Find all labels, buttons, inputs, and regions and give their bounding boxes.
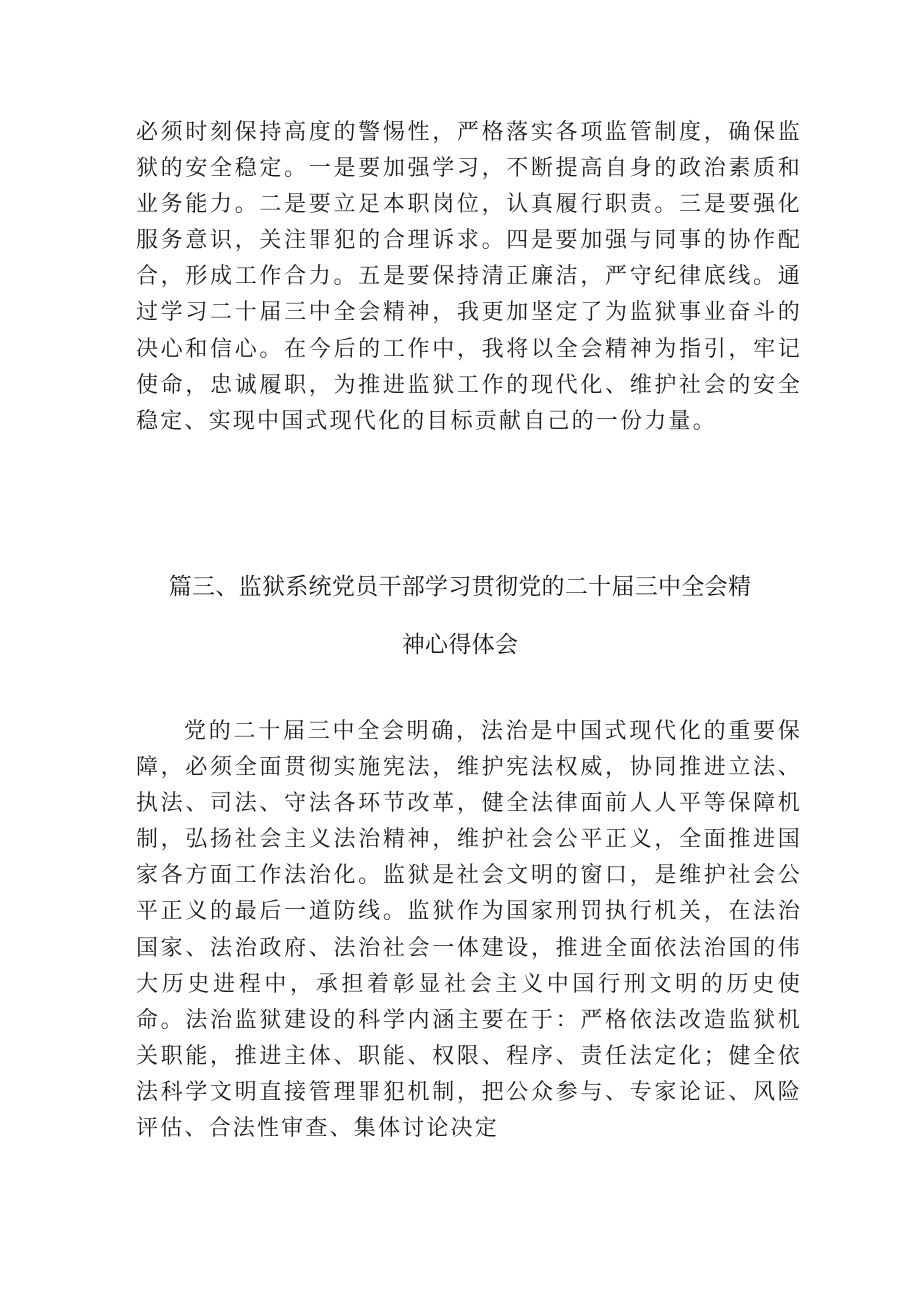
- section-heading: [100, 558, 820, 674]
- section-heading-line-1: 篇三、监狱系统党员干部学习贯彻党的二十届三中全会精: [168, 574, 752, 600]
- body-paragraph-2: 党的二十届三中全会明确，法治是中国式现代化的重要保障，必须全面贯彻实施宪法，维护宪法权威，协同推进立法、执法、司法、守法各环节改革，健全法律面前人人平等保障机制，弘扬社会主义法治精神，维护社会公平正义，全面推进国家各方面工作法治化。监狱是社会文明的窗口，是维护社会公平正义的最后一道防线。监狱作为国家刑罚执行机关，在法治国家、法治政府、法治社会一体建设，推进全面依法治国的伟大历史进程中，承担着彰显社会主义中国行刑文明的历史使命。法治监狱建设的科学内涵主要在于：严格依法改造监狱机关职能，推进主体、职能、权限、程序、责任法定化；健全依法科学文明直接管理罪犯机制，把公众参与、专家论证、风险评估、合法性审查、集体讨论决定: [136, 719, 802, 1142]
- section-heading-line-2: 神心得体会: [401, 632, 519, 658]
- body-paragraph-1: 必须时刻保持高度的警惕性，严格落实各项监管制度，确保监狱的安全稳定。一是要加强学习，不断提高自身的政治素质和业务能力。二是要立足本职岗位，认真履行职责。三是要强化服务意识，关注罪犯的合理诉求。四是要加强与同事的协作配合，形成工作合力。五是要保持清正廉洁，严守纪律底线。通过学习二十届三中全会精神，我更加坚定了为监狱事业奋斗的决心和信心。在今后的工作中，我将以全会精神为指引，牢记使命，忠诚履职，为推进监狱工作的现代化、维护社会的安全稳定、实现中国式现代化的目标贡献自己的一份力量。: [136, 120, 802, 434]
